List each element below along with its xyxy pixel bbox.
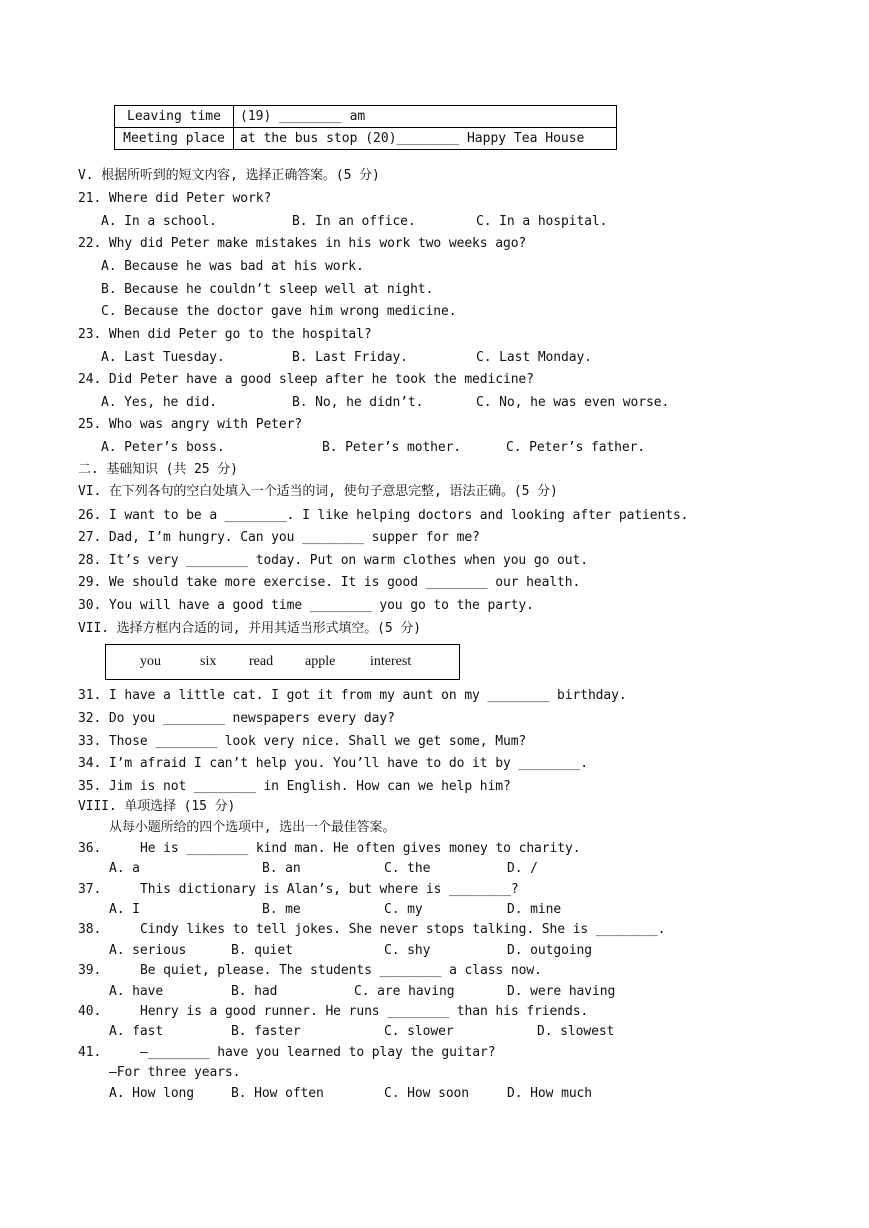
word-option: six	[200, 654, 217, 669]
option: B. How often	[231, 1086, 324, 1101]
trip-info-table	[114, 105, 617, 150]
question: 30. You will have a good time ________ you go to the party.	[78, 598, 534, 613]
word-box	[105, 644, 460, 680]
section-title: VIII. 单项选择 (15 分)	[78, 799, 236, 814]
question: He is ________ kind man. He often gives money to charity.	[140, 841, 581, 856]
question-number: 36.	[78, 841, 102, 856]
word-option: read	[249, 654, 274, 669]
question: 24. Did Peter have a good sleep after he took the medicine?	[78, 372, 534, 387]
question: 32. Do you ________ newspapers every day?	[78, 711, 395, 726]
table-row	[115, 106, 617, 128]
question: 21. Where did Peter work?	[78, 191, 272, 206]
question: This dictionary is Alan’s, but where is ________?	[140, 882, 519, 897]
question: 35. Jim is not ________ in English. How can we help him?	[78, 779, 511, 794]
option: C. Peter’s father.	[506, 440, 646, 455]
question-number: 39.	[78, 963, 102, 978]
option: D. mine	[507, 902, 562, 917]
option: B. quiet	[231, 943, 293, 958]
option: A. In a school.	[101, 214, 217, 229]
option: B. No, he didn’t.	[292, 395, 424, 410]
question: 27. Dad, I’m hungry. Can you ________ supper for me?	[78, 530, 480, 545]
option: A. Yes, he did.	[101, 395, 217, 410]
word-option: interest	[370, 654, 412, 669]
question: Cindy likes to tell jokes. She never stops talking. She is ________.	[140, 922, 666, 937]
question: 23. When did Peter go to the hospital?	[78, 327, 372, 342]
table-label: Meeting place	[115, 128, 234, 150]
question: 28. It’s very ________ today. Put on warm clothes when you go out.	[78, 553, 588, 568]
question: Henry is a good runner. He runs ________ than his friends.	[140, 1004, 589, 1019]
option: B. Last Friday.	[292, 350, 408, 365]
option: B. an	[262, 861, 301, 876]
option: D. outgoing	[507, 943, 592, 958]
option: A. serious	[109, 943, 187, 958]
question: 34. I’m afraid I can’t help you. You’ll have to do it by ________.	[78, 756, 588, 771]
question: 22. Why did Peter make mistakes in his work two weeks ago?	[78, 236, 527, 251]
option: D. How much	[507, 1086, 592, 1101]
table-value: at the bus stop (20)________ Happy Tea House	[234, 128, 617, 150]
option: B. had	[231, 984, 278, 999]
option: A. I	[109, 902, 140, 917]
question-number: 40.	[78, 1004, 102, 1019]
instruction: 从每小题所给的四个选项中, 选出一个最佳答案。	[109, 820, 396, 835]
option: D. were having	[507, 984, 616, 999]
option: C. In a hospital.	[476, 214, 608, 229]
option: A. fast	[109, 1024, 164, 1039]
question-number: 38.	[78, 922, 102, 937]
option: A. Because he was bad at his work.	[101, 259, 364, 274]
option: C. Because the doctor gave him wrong medicine.	[101, 304, 457, 319]
question: —________ have you learned to play the guitar?	[140, 1045, 496, 1060]
option: A. Peter’s boss.	[101, 440, 225, 455]
question: Be quiet, please. The students ________ a class now.	[140, 963, 542, 978]
option: B. me	[262, 902, 301, 917]
section-title: VII. 选择方框内合适的词, 并用其适当形式填空。(5 分)	[78, 621, 421, 636]
option: B. faster	[231, 1024, 301, 1039]
option: C. my	[384, 902, 423, 917]
option: A. Last Tuesday.	[101, 350, 225, 365]
option: C. No, he was even worse.	[476, 395, 670, 410]
option: D. slowest	[537, 1024, 615, 1039]
part-title: 二. 基础知识 (共 25 分)	[78, 462, 238, 477]
option: D. /	[507, 861, 538, 876]
question: 33. Those ________ look very nice. Shall we get some, Mum?	[78, 734, 527, 749]
option: A. a	[109, 861, 140, 876]
table-row	[115, 128, 617, 150]
table-value: (19) ________ am	[234, 106, 617, 128]
response-line: —For three years.	[109, 1065, 241, 1080]
question: 31. I have a little cat. I got it from my aunt on my ________ birthday.	[78, 688, 627, 703]
option: A. have	[109, 984, 164, 999]
question-number: 41.	[78, 1045, 102, 1060]
option: C. slower	[384, 1024, 454, 1039]
option: A. How long	[109, 1086, 194, 1101]
section-title: V. 根据所听到的短文内容, 选择正确答案。(5 分)	[78, 168, 380, 183]
option: C. How soon	[384, 1086, 469, 1101]
option: C. are having	[354, 984, 455, 999]
option: B. In an office.	[292, 214, 416, 229]
table-label: Leaving time	[115, 106, 234, 128]
word-option: apple	[305, 654, 336, 669]
option: C. Last Monday.	[476, 350, 592, 365]
question: 26. I want to be a ________. I like helping doctors and looking after patients.	[78, 508, 689, 523]
word-option: you	[140, 654, 161, 669]
question-number: 37.	[78, 882, 102, 897]
option: C. the	[384, 861, 431, 876]
option: B. Peter’s mother.	[322, 440, 462, 455]
option: C. shy	[384, 943, 431, 958]
question: 25. Who was angry with Peter?	[78, 417, 303, 432]
section-title: VI. 在下列各句的空白处填入一个适当的词, 使句子意思完整, 语法正确。(5 分)	[78, 484, 558, 499]
option: B. Because he couldn’t sleep well at night.	[101, 282, 434, 297]
question: 29. We should take more exercise. It is good ________ our health.	[78, 575, 581, 590]
